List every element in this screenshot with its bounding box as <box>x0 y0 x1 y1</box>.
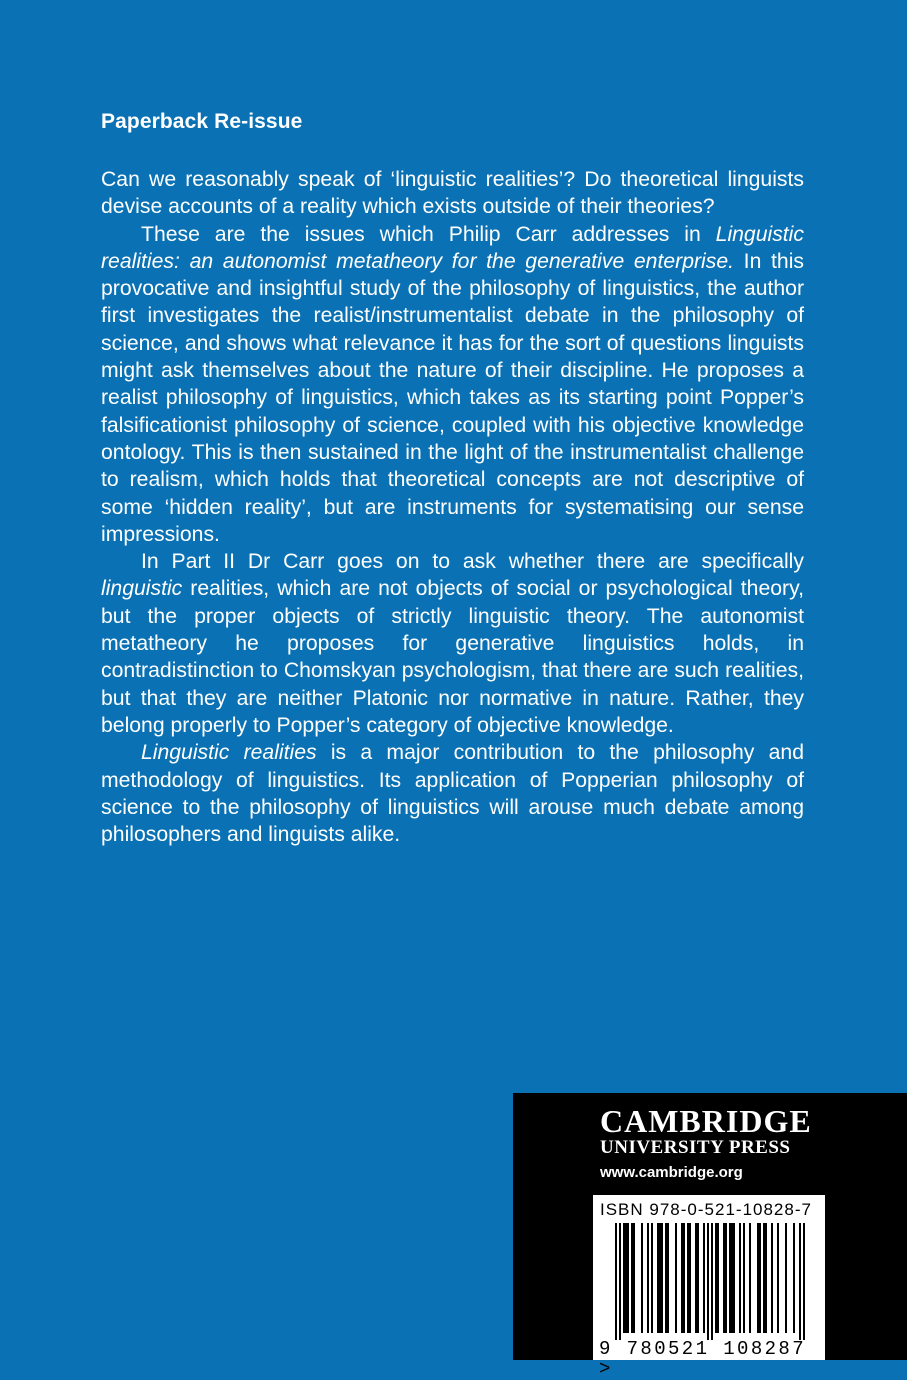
blurb-paragraph-1: Can we reasonably speak of ‘linguistic realities’? Do theoretical linguists devise accounts of a reality which exists outside of their theories? <box>101 168 804 219</box>
barcode-bar <box>785 1223 787 1333</box>
barcode-bar <box>687 1223 689 1333</box>
barcode-bar <box>793 1223 795 1333</box>
barcode-bar <box>627 1223 629 1333</box>
blurb <box>101 166 804 848</box>
barcode-bar <box>803 1223 805 1340</box>
barcode-bar <box>771 1223 773 1333</box>
barcode-bar <box>657 1223 659 1333</box>
barcode-bar <box>697 1223 699 1333</box>
blurb-paragraph-4: Linguistic realities is a major contribution to the philosophy and methodology of linguistics. Its application of Popperian philosophy of science to the philosophy of linguistics will arouse much debate among philosophers and linguists alike. <box>101 741 804 847</box>
barcode-bar <box>651 1223 653 1333</box>
publisher-name: CAMBRIDGE <box>600 1103 812 1139</box>
barcode-bar <box>743 1223 745 1333</box>
barcode-bar <box>647 1223 649 1333</box>
barcode-bar <box>715 1223 717 1333</box>
barcode-bar <box>731 1223 733 1333</box>
barcode-bar <box>623 1223 625 1333</box>
barcode-bar <box>659 1223 661 1333</box>
barcode-bar <box>661 1223 663 1333</box>
barcode-bar <box>619 1223 621 1340</box>
barcode-bar <box>757 1223 759 1333</box>
barcode-bar <box>667 1223 669 1333</box>
barcode-bar <box>739 1223 741 1333</box>
barcode-bar <box>633 1223 635 1333</box>
barcode-bar <box>641 1223 643 1333</box>
publisher-url: www.cambridge.org <box>600 1164 743 1181</box>
barcode-digits: 9 780521 108287 > <box>599 1338 807 1380</box>
barcode-bar <box>675 1223 677 1333</box>
barcode-bar <box>725 1223 727 1333</box>
barcode-bar <box>683 1223 685 1333</box>
barcode-bar <box>631 1223 633 1333</box>
barcode-bar <box>799 1223 801 1340</box>
barcode-bar <box>749 1223 751 1333</box>
barcode-bar <box>777 1223 779 1333</box>
barcode-bar <box>615 1223 617 1340</box>
barcode-bar <box>703 1223 705 1333</box>
isbn-label: ISBN 978-0-521-10828-7 <box>600 1200 812 1219</box>
book-title-short: Linguistic realities <box>141 741 317 765</box>
book-title: Linguistic realities: an autonomist metatheory for the generative enterprise. <box>101 222 804 273</box>
barcode-bar <box>695 1223 697 1333</box>
publisher-panel <box>513 1093 907 1380</box>
barcode-bar <box>665 1223 667 1333</box>
barcode-bar <box>707 1223 709 1340</box>
barcode-bar <box>711 1223 713 1340</box>
barcode-bar <box>625 1223 627 1333</box>
publisher-subname: UNIVERSITY PRESS <box>600 1137 791 1158</box>
barcode-bar <box>759 1223 761 1333</box>
barcode-bar <box>689 1223 691 1333</box>
barcode-bar <box>717 1223 719 1333</box>
barcode-box <box>593 1195 825 1380</box>
blurb-paragraph-3: In Part II Dr Carr goes on to ask whether there are specifically linguistic realities, which are not objects of social or psychological theory, but the proper objects of strictly linguistic theory. The autonomist metatheory he proposes for generative linguistics holds, in contradistinction to Chomskyan psychologism, that there are such realities, but that they are neither Platonic nor normative in nature. Rather, they belong properly to Popper’s category of objective knowledge. <box>101 550 804 737</box>
barcode-bar <box>729 1223 731 1333</box>
edition-label: Paperback Re-issue <box>101 110 303 133</box>
barcode-bar <box>765 1223 767 1333</box>
barcode-bar <box>681 1223 683 1333</box>
barcode-bar <box>723 1223 725 1333</box>
blurb-paragraph-2: These are the issues which Philip Carr addresses in Linguistic realities: an autonomist metatheory for the generative enterprise. In this provocative and insightful study of the philosophy of linguistics, the author first investigates the realist/instrumentalist debate in the philosophy of science, and shows what relevance it has for the sort of questions linguists might ask themselves about the nature of their discipline. He proposes a realist philosophy of linguistics, which takes as its starting point Popper’s falsificationist philosophy of science, coupled with his objective knowledge ontology. This is then sustained in the light of the instrumentalist challenge to realism, which holds that theoretical concepts are not descriptive of some ‘hidden reality’, but are instruments for systematising our sense impressions. <box>101 222 804 546</box>
barcode-bar <box>733 1223 735 1333</box>
barcode-bar <box>763 1223 765 1333</box>
